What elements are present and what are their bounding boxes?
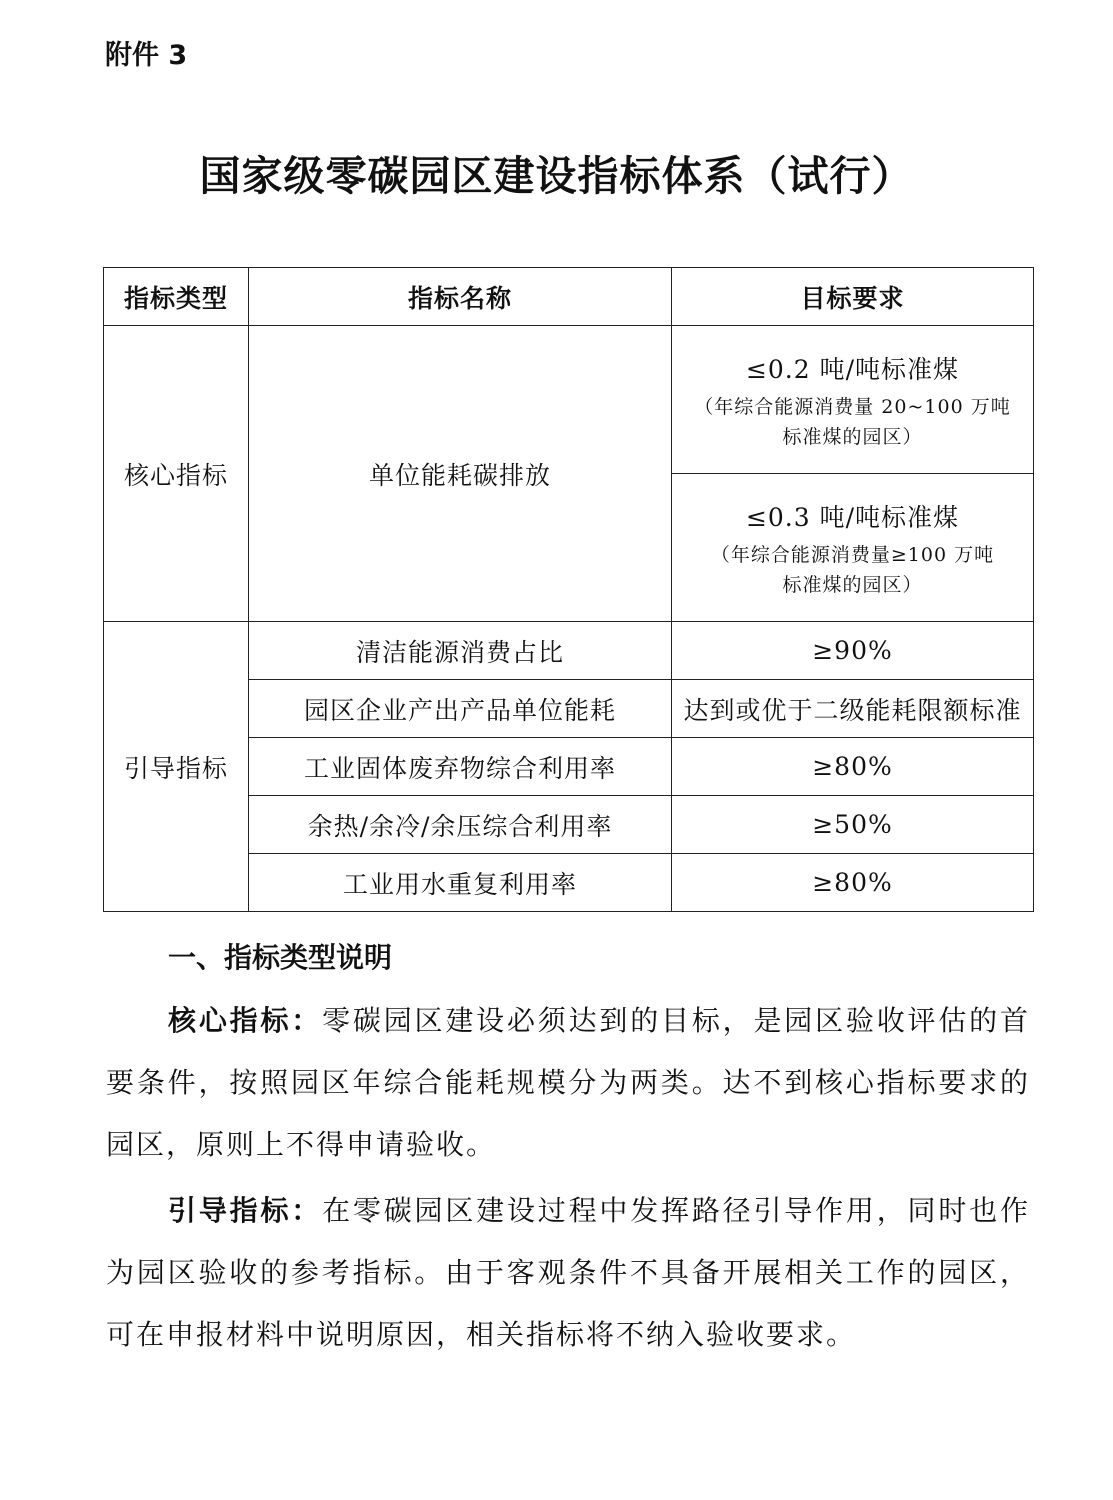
guide-type-cell: 引导指标 (104, 622, 249, 912)
guide-target-cell: ≥50% (672, 796, 1034, 854)
core-target-note-line1: （年综合能源消费量≥100 万吨 (710, 543, 995, 566)
document-title: 国家级零碳园区建设指标体系（试行） (199, 152, 914, 200)
table-row (104, 326, 1034, 474)
core-target-value: ≤0.3 吨/吨标准煤 (745, 502, 960, 532)
paragraph-text: 在零碳园区建设过程中发挥路径引导作用，同时也作为园区验收的参考指标。由于客观条件不具备开展相关工作的园区，可在申报材料中说明原因，相关指标将不纳入验收要求。 (106, 1194, 1030, 1351)
guide-target-cell: ≥90% (672, 622, 1034, 680)
guide-name-cell: 余热/余冷/余压综合利用率 (249, 796, 672, 854)
guide-target-cell: ≥80% (672, 738, 1034, 796)
header-target: 目标要求 (672, 268, 1034, 326)
header-type: 指标类型 (104, 268, 249, 326)
table-header-row (104, 268, 1034, 326)
paragraph-guide (106, 1180, 1030, 1366)
table-row (104, 622, 1034, 680)
core-target-value: ≤0.2 吨/吨标准煤 (745, 354, 960, 384)
paragraph-text: 零碳园区建设必须达到的目标，是园区验收评估的首要条件，按照园区年综合能耗规模分为两类。达不到核心指标要求的园区，原则上不得申请验收。 (106, 1004, 1030, 1161)
core-type-cell: 核心指标 (104, 326, 249, 622)
header-name: 指标名称 (249, 268, 672, 326)
paragraph-core (106, 990, 1030, 1176)
core-target-note-line2: 标准煤的园区） (782, 425, 923, 448)
guide-target-cell: ≥80% (672, 854, 1034, 912)
section-heading: 一、指标类型说明 (168, 941, 393, 974)
indicator-table (103, 267, 1034, 912)
guide-name-cell: 清洁能源消费占比 (249, 622, 672, 680)
guide-name-cell: 工业用水重复利用率 (249, 854, 672, 912)
guide-target-cell: 达到或优于二级能耗限额标准 (672, 680, 1034, 738)
attachment-label: 附件 3 (105, 40, 188, 71)
core-name-cell: 单位能耗碳排放 (249, 326, 672, 622)
paragraph-lead: 核心指标： (168, 1004, 323, 1037)
guide-name-cell: 工业固体废弃物综合利用率 (249, 738, 672, 796)
core-target-cell-2 (672, 474, 1034, 622)
core-target-note-line2: 标准煤的园区） (782, 573, 923, 596)
paragraph-lead: 引导指标： (168, 1194, 323, 1227)
guide-name-cell: 园区企业产出产品单位能耗 (249, 680, 672, 738)
core-target-note-line1: （年综合能源消费量 20~100 万吨 (694, 395, 1011, 418)
core-target-cell-1 (672, 326, 1034, 474)
